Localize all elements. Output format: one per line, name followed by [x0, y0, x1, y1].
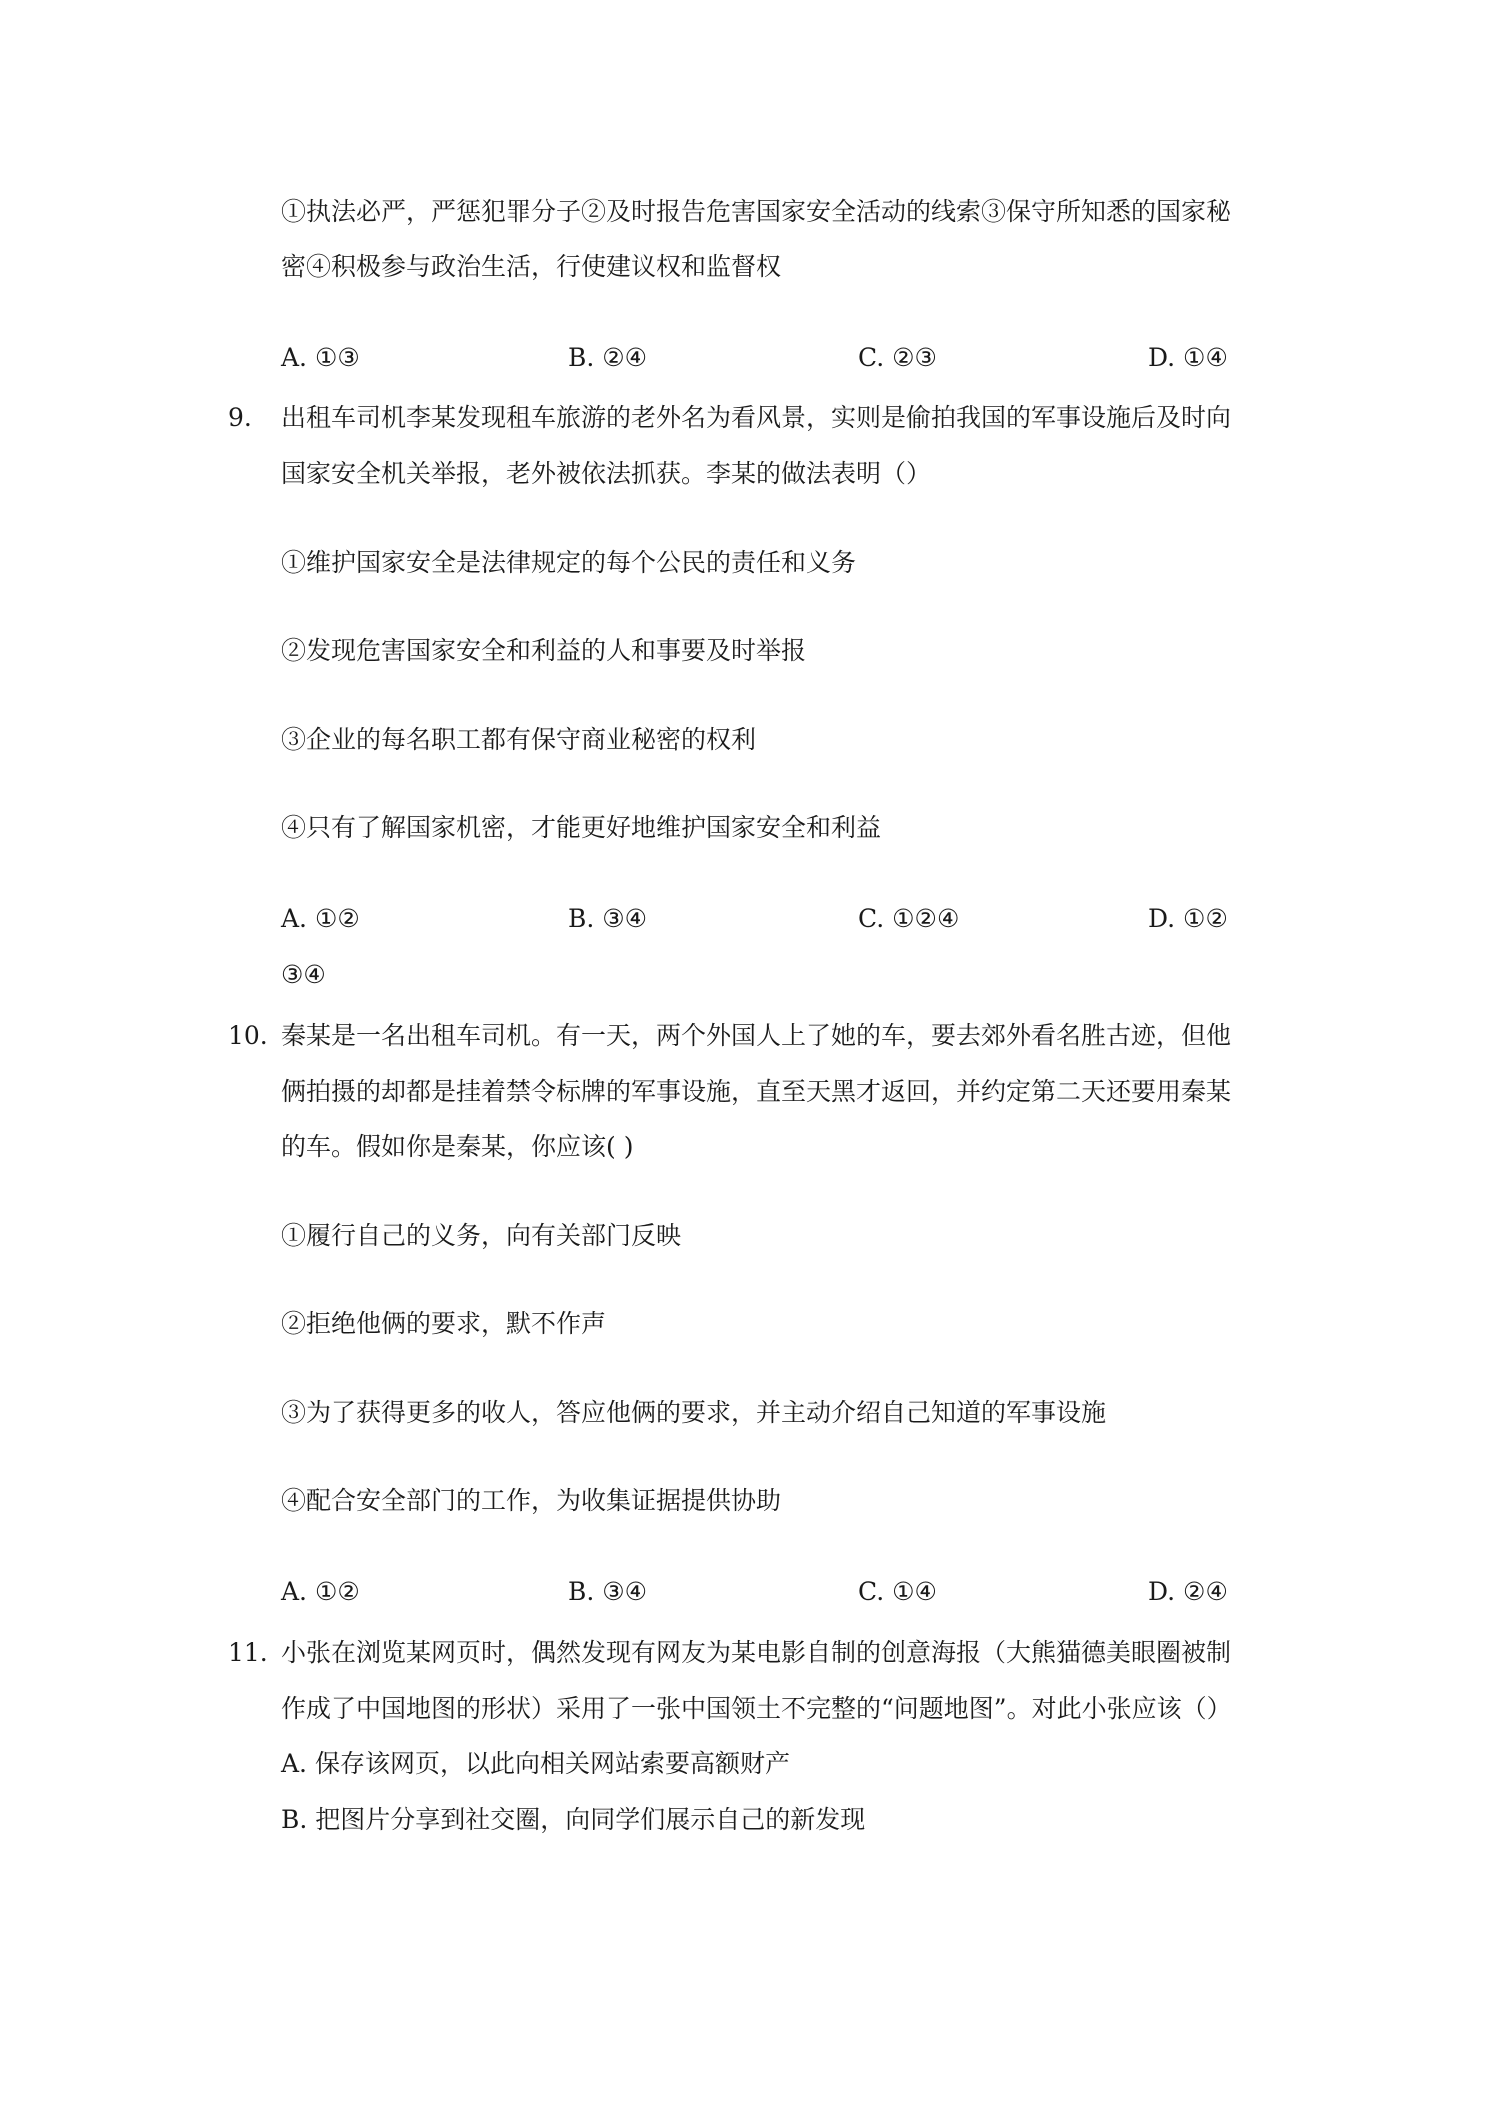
q10-stem-line-1: 秦某是一名出租车司机。有一天，两个外国人上了她的车，要去郊外看名胜古迹，但他 [281, 1021, 1232, 1050]
q10-statement-3: ③为了获得更多的收人，答应他俩的要求，并主动介绍自己知道的军事设施 [281, 1398, 1107, 1427]
q10-option-a: A. ①② [281, 1577, 360, 1606]
q9-statement-1: ①维护国家安全是法律规定的每个公民的责任和义务 [281, 548, 857, 577]
q8-option-a: A. ①③ [281, 343, 360, 372]
q9-stem-line-1: 出租车司机李某发现租车旅游的老外名为看风景，实则是偷拍我国的军事设施后及时向 [281, 403, 1232, 432]
q8-option-d: D. ①④ [1148, 343, 1228, 372]
q11-stem-line-2: 作成了中国地图的形状）采用了一张中国领土不完整的“问题地图”。对此小张应该（） [281, 1694, 1232, 1723]
q9-statement-2: ②发现危害国家安全和利益的人和事要及时举报 [281, 636, 807, 665]
q10-number: 10. [228, 1021, 268, 1050]
q9-option-d-wrap: ③④ [281, 960, 326, 989]
q10-option-d: D. ②④ [1148, 1577, 1228, 1606]
q9-option-c: C. ①②④ [858, 904, 960, 933]
q9-option-d: D. ①② [1148, 904, 1228, 933]
q9-stem-line-2: 国家安全机关举报，老外被依法抓获。李某的做法表明（） [281, 459, 932, 488]
q8-statement-line-2: 密④积极参与政治生活，行使建议权和监督权 [281, 252, 782, 281]
q8-statement-line-1: ①执法必严，严惩犯罪分子②及时报告危害国家安全活动的线索③保守所知悉的国家秘 [281, 197, 1232, 226]
q10-statement-2: ②拒绝他俩的要求，默不作声 [281, 1309, 607, 1338]
q11-number: 11. [228, 1638, 268, 1667]
q8-option-c: C. ②③ [858, 343, 937, 372]
q10-statement-4: ④配合安全部门的工作，为收集证据提供协助 [281, 1486, 782, 1515]
q9-statement-3: ③企业的每名职工都有保守商业秘密的权利 [281, 725, 757, 754]
q10-option-b: B. ③④ [568, 1577, 648, 1606]
q11-option-a: A. 保存该网页，以此向相关网站索要高额财产 [281, 1749, 790, 1778]
q9-number: 9. [228, 403, 252, 432]
q9-option-a: A. ①② [281, 904, 360, 933]
q9-option-b: B. ③④ [568, 904, 648, 933]
q10-stem-line-3: 的车。假如你是秦某，你应该( ) [281, 1132, 634, 1161]
q10-stem-line-2: 俩拍摄的却都是挂着禁令标牌的军事设施，直至天黑才返回，并约定第二天还要用秦某 [281, 1077, 1232, 1106]
q8-option-b: B. ②④ [568, 343, 648, 372]
q11-option-b: B. 把图片分享到社交圈，向同学们展示自己的新发现 [281, 1805, 866, 1834]
q11-stem-line-1: 小张在浏览某网页时，偶然发现有网友为某电影自制的创意海报（大熊猫德美眼圈被制 [281, 1638, 1232, 1667]
q10-statement-1: ①履行自己的义务，向有关部门反映 [281, 1221, 682, 1250]
q10-option-c: C. ①④ [858, 1577, 937, 1606]
q9-statement-4: ④只有了解国家机密，才能更好地维护国家安全和利益 [281, 813, 882, 842]
